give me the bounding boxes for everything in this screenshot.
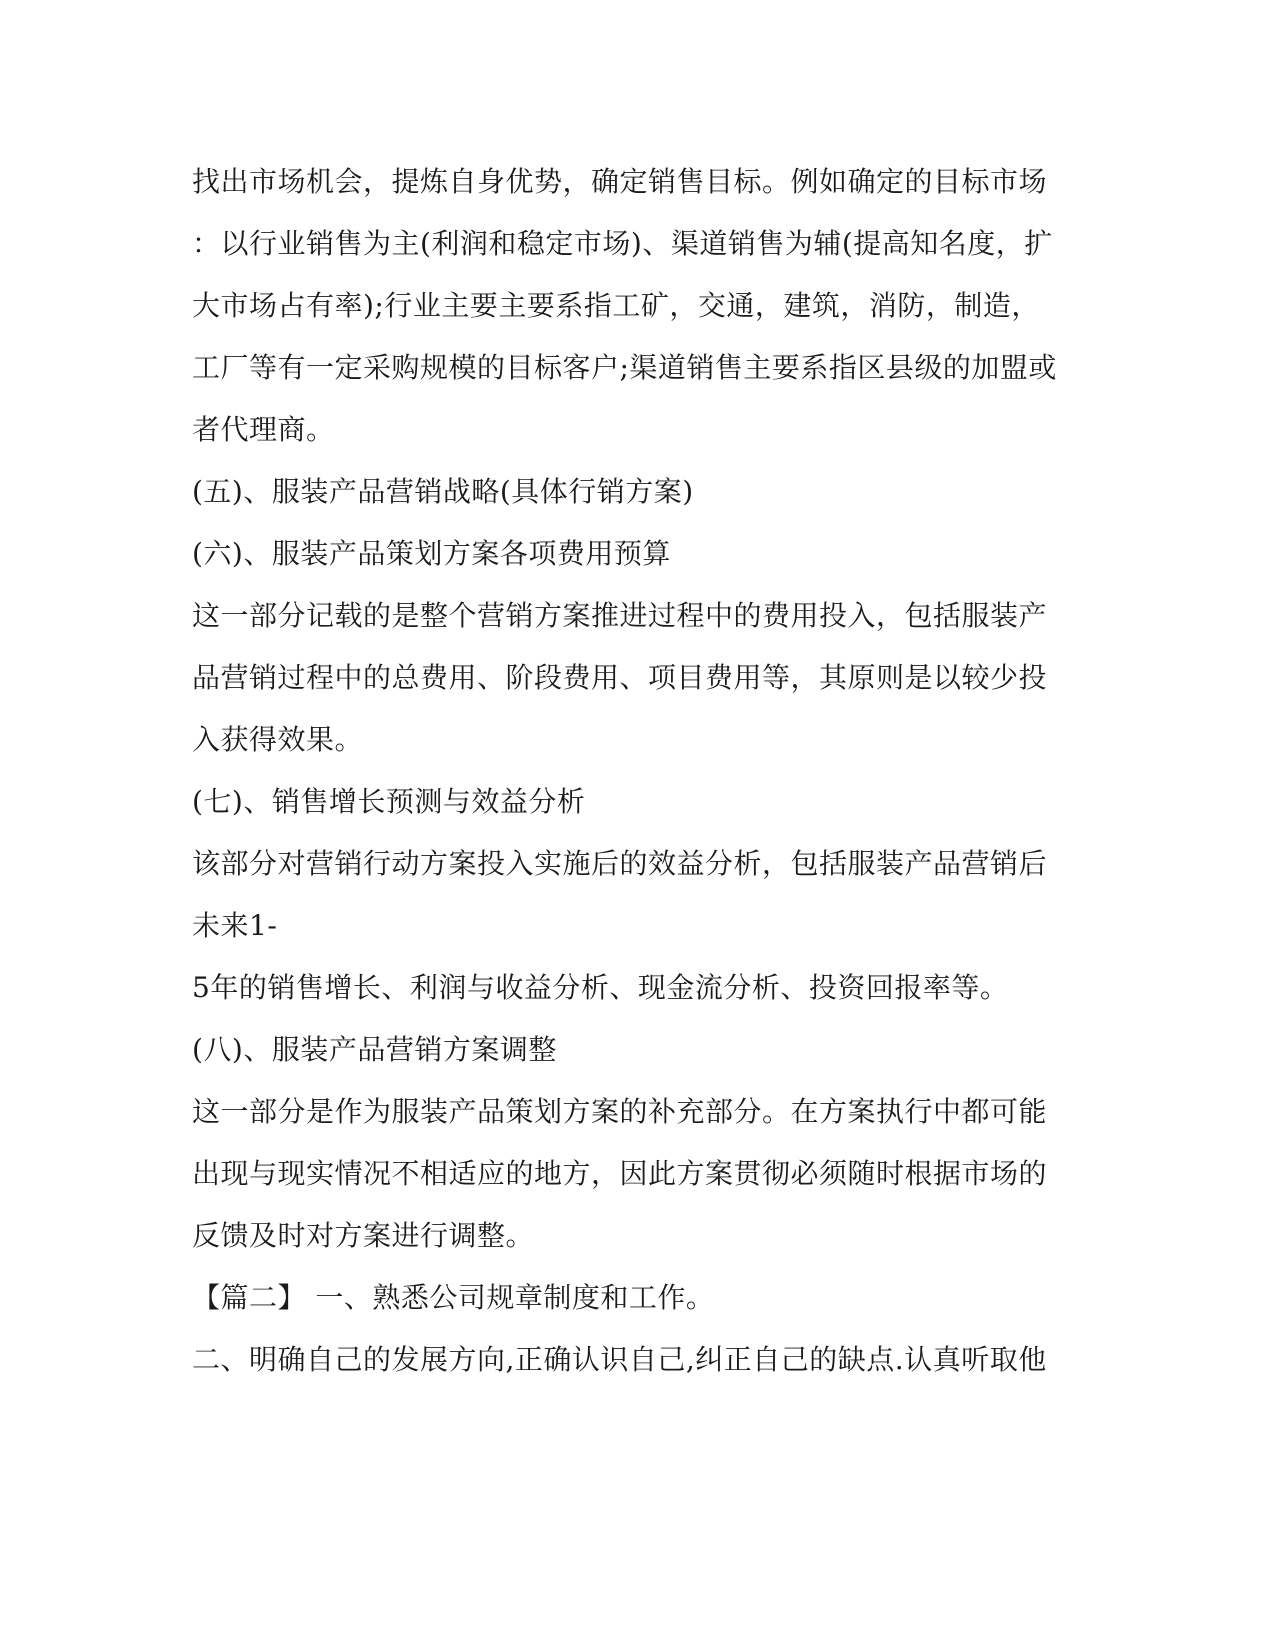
chapter-heading: 【篇二】 一、熟悉公司规章制度和工作。 [192,1281,715,1314]
text-line: 工厂等有一定采购规模的目标客户;渠道销售主要系指区县级的加盟或 [192,351,1057,384]
text-line: 大市场占有率);行业主要主要系指工矿，交通，建筑，消防，制造， [192,289,1040,322]
text-line: 二、明确自己的发展方向,正确认识自己,纠正自己的缺点.认真听取他 [192,1343,1047,1376]
text-line: 未来1- [192,909,278,942]
section-heading: (八)、服装产品营销方案调整 [192,1033,557,1066]
text-line: 找出市场机会，提炼自身优势，确定销售目标。例如确定的目标市场 [192,165,1048,198]
text-line: 这一部分记载的是整个营销方案推进过程中的费用投入，包括服装产 [192,599,1048,632]
text-line: 5年的销售增长、利润与收益分析、现金流分析、投资回报率等。 [192,971,1009,1004]
section-heading: (七)、销售增长预测与效益分析 [192,785,586,818]
text-line: 反馈及时对方案进行调整。 [192,1219,535,1252]
text-line: ：以行业销售为主(利润和稳定市场)、渠道销售为辅(提高知名度，扩 [192,227,1053,260]
text-line: 品营销过程中的总费用、阶段费用、项目费用等，其原则是以较少投 [192,661,1048,694]
section-heading: (六)、服装产品策划方案各项费用预算 [192,537,671,570]
text-line: 者代理商。 [192,413,335,446]
text-line: 该部分对营销行动方案投入实施后的效益分析，包括服装产品营销后 [192,847,1048,880]
text-line: 入获得效果。 [192,723,364,756]
text-line: 出现与现实情况不相适应的地方，因此方案贯彻必须随时根据市场的 [192,1157,1048,1190]
section-heading: (五)、服装产品营销战略(具体行销方案) [192,475,694,508]
text-line: 这一部分是作为服装产品策划方案的补充部分。在方案执行中都可能 [192,1095,1048,1128]
